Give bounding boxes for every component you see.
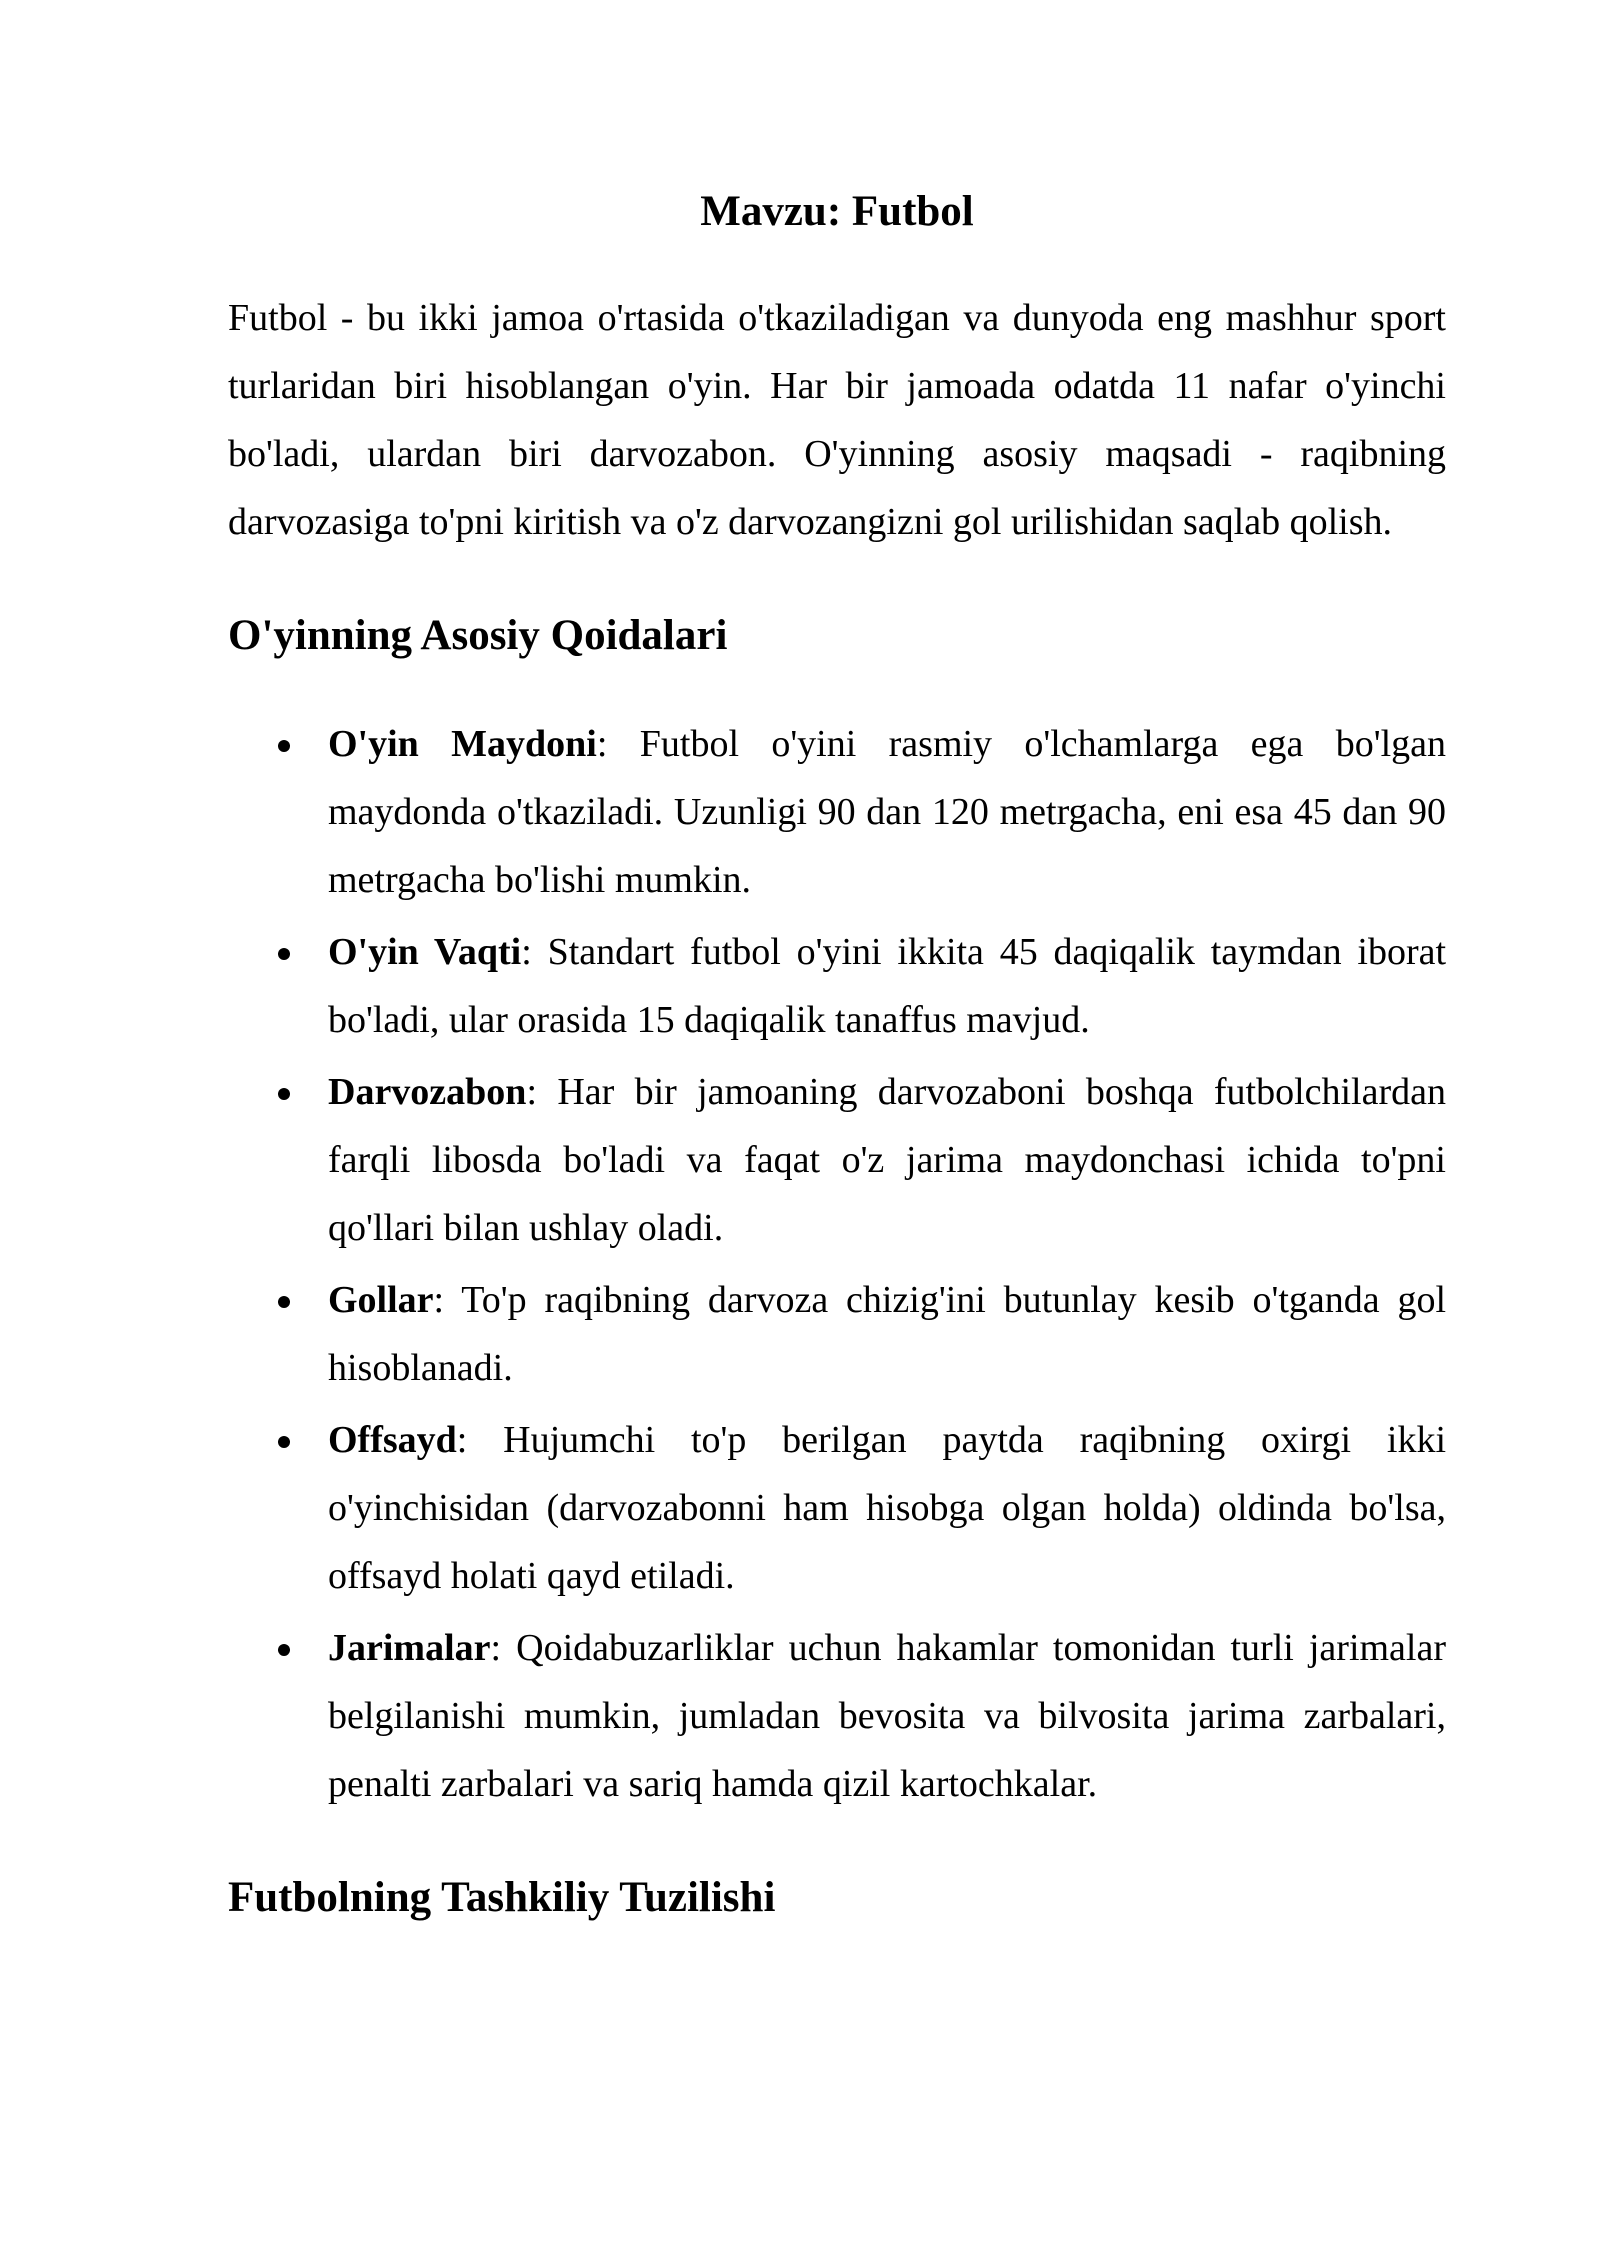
rule-description: Standart futbol o'yini ikkita 45 daqiqalik taymdan iborat bo'ladi, ular orasida 15 daqiqalik tanaffus mavjud. — [328, 931, 1447, 1041]
rule-term: Jarimalar — [328, 1627, 491, 1669]
rule-item-maydoni — [228, 710, 1446, 914]
bullet-icon — [278, 1088, 290, 1100]
rule-item-gollar — [228, 1266, 1446, 1402]
rule-item-offsayd — [228, 1406, 1446, 1610]
rule-description: Har bir jamoaning darvozaboni boshqa futbolchilardan farqli libosda bo'ladi va faqat o'z jarima maydonchasi ichida to'pni qo'llari bilan ushlay oladi. — [328, 1071, 1446, 1249]
rule-term: O'yin Maydoni — [328, 723, 597, 765]
rule-separator: : — [433, 1279, 462, 1321]
rule-item-darvozabon — [228, 1058, 1446, 1262]
rule-description: Qoidabuzarliklar uchun hakamlar tomonidan turli jarimalar belgilanishi mumkin, jumladan bevosita va bilvosita jarima zarbalari, penalti zarbalari va sariq hamda qizil kartochkalar. — [328, 1627, 1447, 1805]
bullet-icon — [278, 1644, 290, 1656]
rule-description: To'p raqibning darvoza chizig'ini butunlay kesib o'tganda gol hisoblanadi. — [328, 1279, 1446, 1389]
rule-description: Futbol o'yini rasmiy o'lchamlarga ega bo'lgan maydonda o'tkaziladi. Uzunligi 90 dan 120 metrgacha, eni esa 45 dan 90 metrgacha bo'lishi mumkin. — [328, 723, 1447, 901]
bullet-icon — [278, 1436, 290, 1448]
section-heading-rules: O'yinning Asosiy Qoidalari — [228, 612, 728, 659]
bullet-icon — [278, 948, 290, 960]
bullet-icon — [278, 1296, 290, 1308]
rule-term: Darvozabon — [328, 1071, 527, 1113]
rule-separator: : — [521, 931, 548, 973]
document-title: Mavzu: Futbol — [700, 188, 974, 235]
rule-item-jarimalar — [228, 1614, 1446, 1818]
rule-separator: : — [490, 1627, 517, 1669]
section-heading-structure: Futbolning Tashkiliy Tuzilishi — [228, 1874, 776, 1921]
rule-term: Offsayd — [328, 1419, 457, 1461]
rules-list — [228, 710, 1446, 1818]
rule-separator: : — [596, 723, 640, 765]
rule-separator: : — [526, 1071, 558, 1113]
intro-paragraph: Futbol - bu ikki jamoa o'rtasida o'tkaziladigan va dunyoda eng mashhur sport turlaridan biri hisoblangan o'yin. Har bir jamoada odatda 11 nafar o'yinchi bo'ladi, ulardan biri darvozabon. O'yinning asosiy maqsadi - raqibning darvozasiga to'pni kiritish va o'z darvozangizni gol urilishidan saqlab qolish. — [228, 297, 1446, 543]
bullet-icon — [278, 740, 290, 752]
rule-item-vaqti — [228, 918, 1446, 1054]
rule-term: Gollar — [328, 1279, 434, 1321]
rule-separator: : — [456, 1419, 504, 1461]
rule-term: O'yin Vaqti — [328, 931, 522, 973]
rule-description: Hujumchi to'p berilgan paytda raqibning oxirgi ikki o'yinchisidan (darvozabonni ham hisobga olgan holda) oldinda bo'lsa, offsayd holati qayd etiladi. — [328, 1419, 1447, 1597]
